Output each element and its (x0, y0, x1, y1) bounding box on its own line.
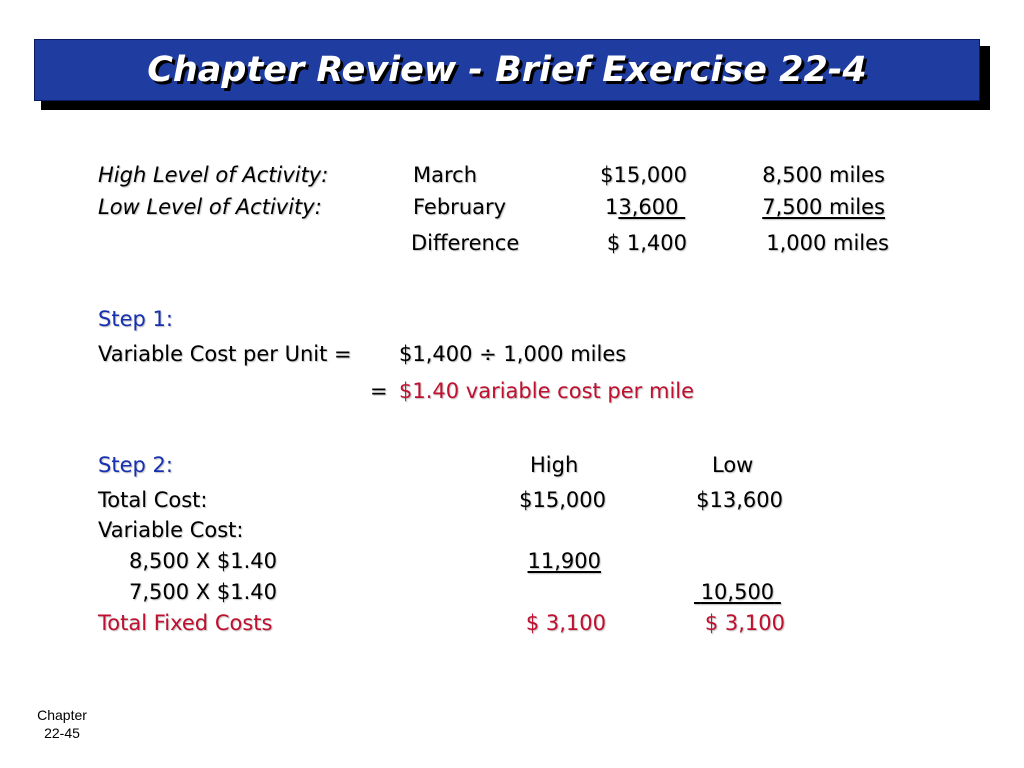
high-activity-label: High Level of Activity: (98, 163, 329, 187)
equals-sign: = (370, 379, 388, 403)
difference-miles: 1,000 miles (766, 231, 889, 255)
title-bar (34, 39, 980, 101)
high-activity-miles: 8,500 miles (762, 163, 885, 187)
variable-cost-low-calc: 7,500 X $1.40 (129, 580, 277, 604)
slide-title: Chapter Review - Brief Exercise 22-4 (147, 50, 867, 90)
column-high-header: High (530, 453, 579, 477)
low-activity-label: Low Level of Activity: (98, 195, 322, 219)
high-activity-cost: $15,000 (600, 163, 687, 187)
difference-label: Difference (411, 231, 520, 255)
footer-chapter-label: Chapter (37, 707, 87, 723)
low-activity-cost-prefix: 1 (605, 195, 619, 219)
low-activity-miles: 7,500 miles (762, 195, 885, 219)
column-low-header: Low (712, 453, 754, 477)
total-fixed-costs-low: $ 3,100 (704, 611, 785, 635)
variable-cost-formula-value: $1,400 ÷ 1,000 miles (399, 342, 627, 366)
high-activity-month: March (413, 163, 478, 187)
variable-cost-high-calc: 8,500 X $1.40 (129, 549, 277, 573)
variable-cost-result: $1.40 variable cost per mile (399, 379, 695, 403)
variable-cost-low-value (694, 582, 781, 603)
variable-cost-low-number: 10,500 (700, 580, 775, 604)
variable-cost-formula-label: Variable Cost per Unit = (98, 342, 352, 366)
low-activity-cost (605, 197, 685, 218)
low-activity-cost-underlined: 3,600 (618, 195, 679, 219)
difference-cost: $ 1,400 (606, 231, 687, 255)
total-fixed-costs-label: Total Fixed Costs (98, 611, 273, 635)
chapter-footer (22, 706, 102, 742)
step2-heading: Step 2: (98, 453, 173, 477)
total-fixed-costs-high: $ 3,100 (525, 611, 606, 635)
variable-cost-high-value: 11,900 (527, 549, 601, 573)
footer-slide-number: 22-45 (44, 725, 80, 741)
variable-cost-label: Variable Cost: (98, 518, 244, 542)
total-cost-label: Total Cost: (98, 488, 208, 512)
total-cost-low: $13,600 (696, 488, 783, 512)
low-activity-month: February (413, 195, 507, 219)
step1-heading: Step 1: (98, 307, 173, 331)
total-cost-high: $15,000 (519, 488, 606, 512)
